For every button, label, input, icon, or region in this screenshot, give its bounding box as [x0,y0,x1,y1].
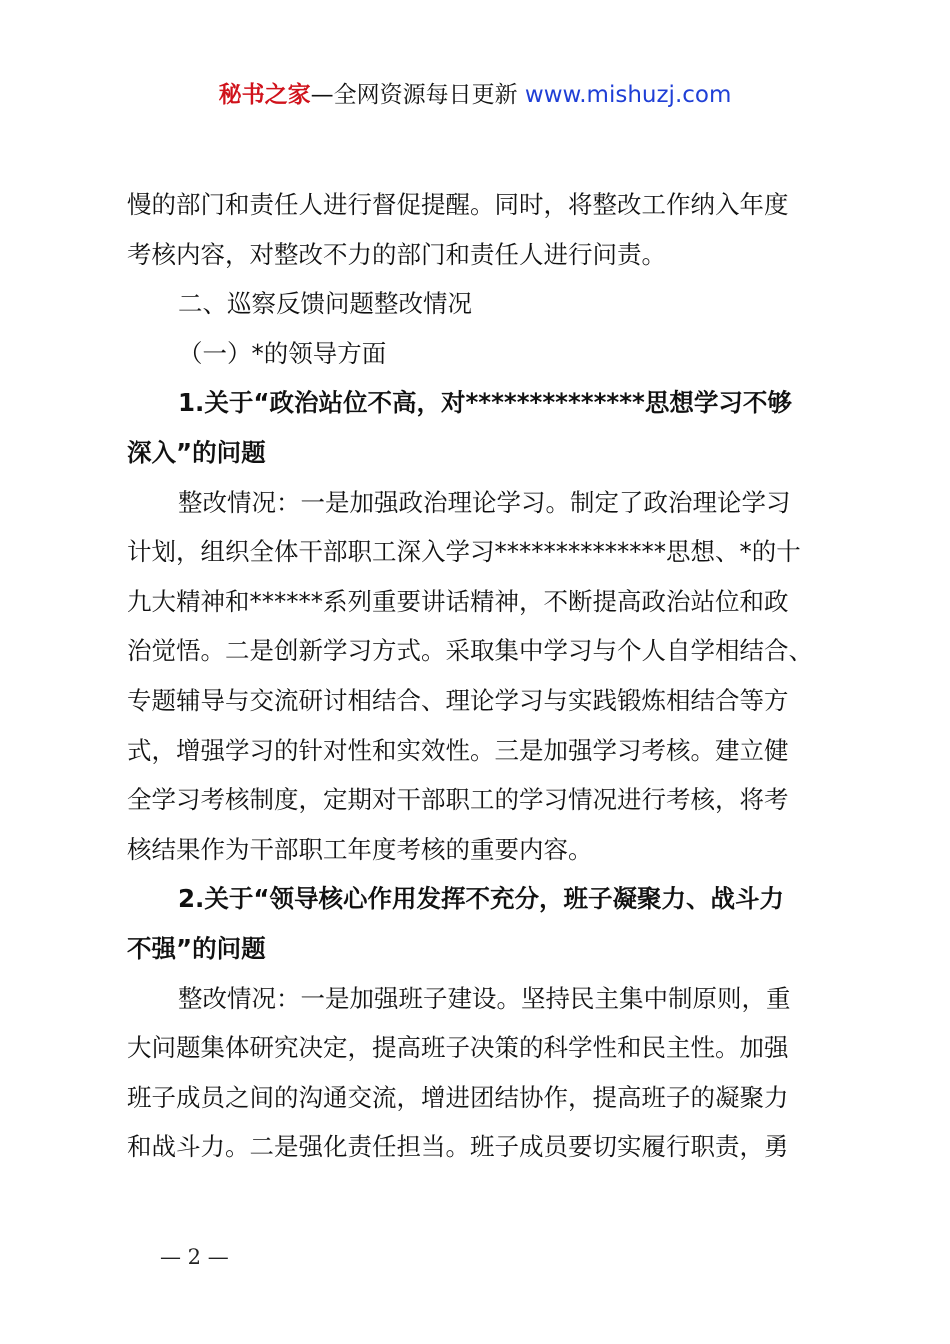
site-slogan: —全网资源每日更新 [310,82,525,108]
body-line: 治觉悟。二是创新学习方式。采取集中学习与个人自学相结合、 [127,636,813,666]
section-heading: 二、巡察反馈问题整改情况 [178,289,472,319]
issue-heading-continued: 不强”的问题 [127,933,266,963]
body-line: 和战斗力。二是强化责任担当。班子成员要切实履行职责，勇 [127,1132,789,1162]
issue-heading: 2.关于“领导核心作用发挥不充分，班子凝聚力、战斗力 [178,884,784,914]
body-line: 核结果作为干部职工年度考核的重要内容。 [127,834,593,864]
body-line: 慢的部门和责任人进行督促提醒。同时，将整改工作纳入年度 [127,190,789,219]
issue-heading: 1.关于“政治站位不高，对**************思想学习不够 [178,388,792,418]
subsection-heading: （一）*的领导方面 [178,338,387,368]
site-url-link[interactable]: www.mishuzj.com [524,82,732,108]
page-number: — 2 — [160,1245,229,1269]
body-line: 九大精神和******系列重要讲话精神，不断提高政治站位和政 [127,586,789,616]
site-brand: 秘书之家 [218,82,311,108]
site-banner [0,78,950,112]
body-line: 考核内容，对整改不力的部门和责任人进行问责。 [127,239,666,269]
paragraph-start: 整改情况：一是加强政治理论学习。制定了政治理论学习 [178,487,791,517]
body-line: 班子成员之间的沟通交流，增进团结协作，提高班子的凝聚力 [127,1082,789,1112]
body-line: 式，增强学习的针对性和实效性。三是加强学习考核。建立健 [127,735,789,765]
document-body [127,180,833,1172]
paragraph-start: 整改情况：一是加强班子建设。坚持民主集中制原则，重 [178,983,791,1013]
body-line: 全学习考核制度，定期对干部职工的学习情况进行考核，将考 [127,785,789,815]
body-line: 专题辅导与交流研讨相结合、理论学习与实践锻炼相结合等方 [127,685,789,715]
body-line: 计划，组织全体干部职工深入学习**************思想、*的十 [127,537,801,567]
body-line: 大问题集体研究决定，提高班子决策的科学性和民主性。加强 [127,1033,789,1063]
issue-heading-continued: 深入”的问题 [127,437,266,467]
